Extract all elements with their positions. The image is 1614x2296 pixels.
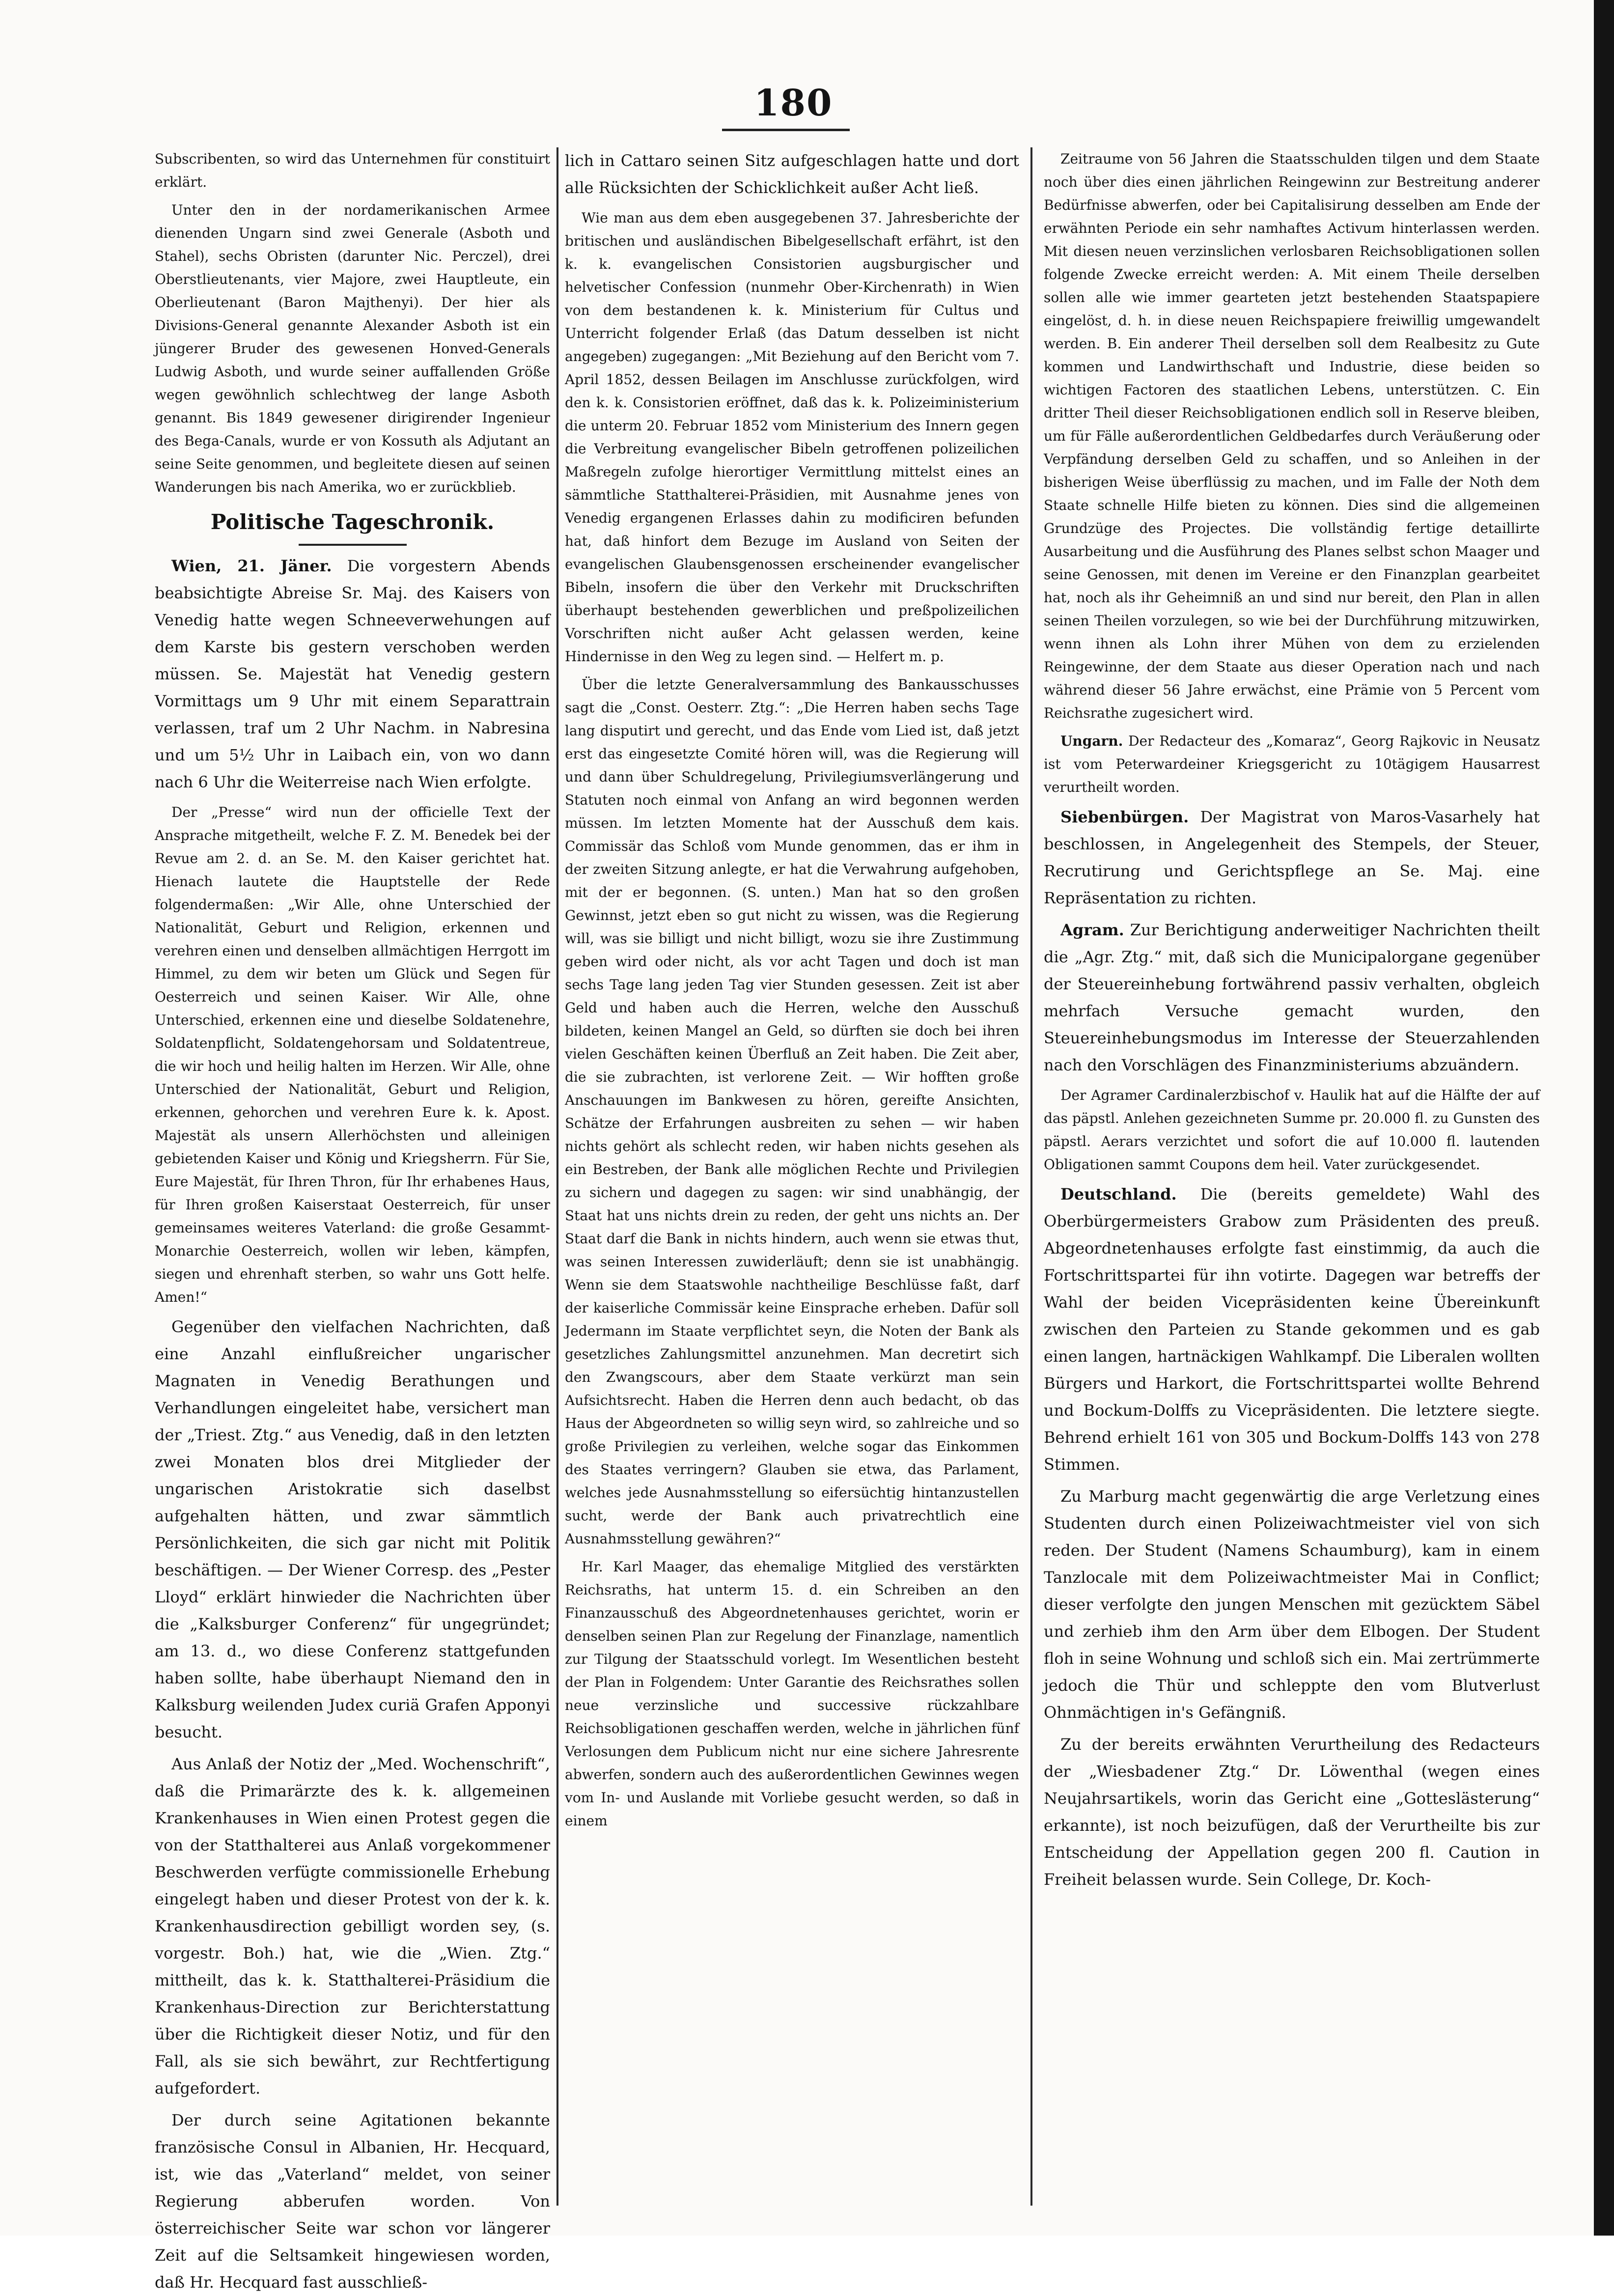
paragraph-text: Der „Presse“ wird nun der officielle Text der Ansprache mitgetheilt, welche F. Z. M. Benedek bei der Revue am 2. d. an Se. M. den Kaiser gerichtet hat. Hienach lautete die Hauptstelle der Rede folgendermaßen: „Wir Alle, ohne Unterschied der Nationalität, Geburt und Religion, erkennen und verehren einen und denselben allmächtigen Herrgott im Himmel, zu dem wir beten um Glück und Segen für Oesterreich und seinen Kaiser. Wir Alle, ohne Unterschied, erkennen eine und dieselbe Soldatenehre, Soldatenpflicht, Soldatengehorsam und Soldatentreue, die wir hoch und heilig halten im Herzen. Wir Alle, ohne Unterschied der Nationalität, Geburt und Religion, erkennen, gehorchen und verehren Eure k. k. Apost. Majestät als unsern Allerhöchsten und alleinigen gebietenden Kaiser und König und Kriegsherrn. Für Sie, Eure Majestät, für Ihren Thron, für Ihr erhabenes Haus, für Ihren großen Kaiserstaat Oesterreich, für unser gemeinsames weiteres Vaterland: die große Gesammt-Monarchie Oesterreich, wollen wir leben, kämpfen, siegen und ehrenhaft sterben, so wahr uns Gott helfe. Amen!“ [155, 804, 550, 1305]
paragraph-text: lich in Cattaro seinen Sitz aufgeschlagen hatte und dort alle Rücksichten der Schicklichkeit außer Acht ließ. [565, 151, 1019, 197]
paragraph-text: Zur Berichtigung anderweitiger Nachrichten theilt die „Agr. Ztg.“ mit, daß sich die Municipalorgane gegenüber der Steuereinhebung fortwährend passiv verhalten, obgleich mehrfach Versuche gemacht wurden, den Steuereinhebungsmodus im Interesse der Steuerzahlenden nach den Vorschlägen des Finanzministeriums abzuändern. [1044, 921, 1540, 1074]
paragraph-text: Die vorgestern Abends beabsichtigte Abreise Sr. Maj. des Kaisers von Venedig hatte wegen Schneeverwehungen auf dem Karste bis gestern verschoben werden müssen. Se. Majestät hat Venedig gestern Vormittags um 9 Uhr mit einem Separattrain verlassen, traf um 2 Uhr Nachm. in Nabresina und um 5½ Uhr in Laibach ein, von wo dann nach 6 Uhr die Weiterreise nach Wien erfolgte. [155, 557, 550, 791]
dateline: Agram. [1060, 921, 1124, 939]
paragraph-text: Der Agramer Cardinalerzbischof v. Haulik hat auf die Hälfte der auf das päpstl. Anlehen gezeichneten Summe pr. 20.000 fl. zu Gunsten des päpstl. Aerars verzichtet und sofort die auf 10.000 fl. lautenden Obligationen sammt Coupons dem heil. Vater zurückgesendet. [1044, 1087, 1540, 1173]
dateline: Deutschland. [1060, 1185, 1177, 1204]
article-paragraph [565, 1555, 1019, 1832]
header-rule [722, 129, 850, 131]
article-paragraph [155, 147, 550, 194]
paragraph-text: Aus Anlaß der Notiz der „Med. Wochenschrift“, daß die Primarärzte des k. k. allgemeinen Krankenhauses in Wien einen Protest gegen die von der Statthalterei aus Anlaß vorgekommener Beschwerden verfügte commissionelle Erhebung eingelegt haben und dieser Protest von der k. k. Krankenhausdirection gebilligt worden sey, (s. vorgestr. Boh.) hat, wie die „Wien. Ztg.“ mittheilt, das k. k. Statthalterei-Präsidium die Krankenhaus-Direction zur Berichterstattung über die Richtigkeit dieser Notiz, und für den Fall, als sie sich bewährt, zur Rechtfertigung aufgefordert. [155, 1755, 550, 2098]
paragraph-text: Zu Marburg macht gegenwärtig die arge Verletzung eines Studenten durch einen Polizeiwachtmeister viel von sich reden. Der Student (Namens Schaumburg), kam in einem Tanzlocale mit dem Polizeiwachtmeister Mai in Conflict; dieser verfolgte den jungen Menschen mit gezücktem Säbel und zerhieb ihm den Arm über dem Elbogen. Der Student floh in seine Wohnung und schloß sich ein. Mai zertrümmerte jedoch die Thür und schleppte den vom Blutverlust Ohnmächtigen in's Gefängniß. [1044, 1487, 1540, 1722]
paragraph-text: Gegenüber den vielfachen Nachrichten, daß eine Anzahl einflußreicher ungarischer Magnaten in Venedig Berathungen und Verhandlungen eingeleitet habe, versichert man der „Triest. Ztg.“ aus Venedig, daß in den letzten zwei Monaten blos drei Mitglieder der ungarischen Aristokratie sich daselbst aufgehalten hätten, und zwar sämmtlich Persönlichkeiten, die sich gar nicht mit Politik beschäftigen. — Der Wiener Corresp. des „Pester Lloyd“ erklärt hinwieder die Nachrichten über die „Kalksburger Conferenz“ für ungegründet; am 13. d., wo diese Conferenz stattgefunden haben sollte, habe überhaupt Niemand den in Kalksburg weilenden Judex curiä Grafen Apponyi besucht. [155, 1317, 550, 1741]
section-rule [299, 544, 407, 546]
paragraph-text: Die (bereits gemeldete) Wahl des Oberbürgermeisters Grabow zum Präsidenten des preuß. Abgeordnetenhauses erfolgte fast einstimmig, da auch die Fortschrittspartei für ihn votirte. Dagegen war betreffs der Wahl der beiden Vicepräsidenten keine Übereinkunft zwischen den Parteien zu Stande gekommen und es gab einen langen, hartnäckigen Wahlkampf. Die Liberalen wollten Bürgers und Harkort, die Fortschrittspartei wollte Behrend und Bockum-Dolffs zu Vicepräsidenten. Die letztere siegte. Behrend erhielt 161 von 305 und Bockum-Dolffs 143 von 278 Stimmen. [1044, 1185, 1540, 1474]
paragraph-text: Subscribenten, so wird das Unternehmen für constituirt erklärt. [155, 151, 550, 190]
dateline: Siebenbürgen. [1060, 808, 1189, 826]
page-number: 180 [754, 82, 833, 124]
scan-edge-shadow [1594, 0, 1614, 2236]
paragraph-text: Unter den in der nordamerikanischen Armee dienenden Ungarn sind zwei Generale (Asboth und Stahel), sechs Obristen (darunter Nic. Perczel), drei Oberstlieutenants, vier Majore, zwei Hauptleute, ein Oberlieutenant (Baron Majthenyi). Der hier als Divisions-General genannte Alexander Asboth ist ein jüngerer Bruder des gewesenen Honved-Generals Ludwig Asboth, und wurde seiner auffallenden Größe wegen gewöhnlich schlechtweg der lange Asboth genannt. Bis 1849 gewesener dirigirender Ingenieur des Bega-Canals, wurde er von Kossuth als Adjutant an seine Seite genommen, und begleitete diesen auf seinen Wanderungen bis nach Amerika, wo er zurückblieb. [155, 202, 550, 495]
article-paragraph [155, 1751, 550, 2102]
column-1 [155, 147, 550, 2292]
news-item [1044, 917, 1540, 1079]
article-paragraph [155, 198, 550, 499]
article-paragraph [155, 801, 550, 1309]
paragraph-text: Zeitraume von 56 Jahren die Staatsschulden tilgen und dem Staate noch über dies einen jährlichen Reingewinn zur Bestreitung anderer Bedürfnisse abwerfen, oder bei Capitalisirung desselben am Ende der erwähnten Periode ein sehr namhaftes Activum hinterlassen werden. Mit diesen neuen verzinslichen verlosbaren Reichsobligationen sollen folgende Zwecke erreicht werden: A. Mit einem Theile derselben sollen alle wie immer gearteten jetzt bestehenden Staatspapiere eingelöst, d. h. in diese neuen Reichspapiere freiwillig umgewandelt werden. B. Ein anderer Theil derselben soll dem Realbesitz zu Gute kommen und Landwirthschaft und Industrie, diese beiden so wichtigen Factoren des staatlichen Lebens, unterstützen. C. Ein dritter Theil dieser Reichsobligationen endlich soll in Reserve bleiben, um für Fälle außerordentlichen Geldbedarfes durch Veräußerung oder Verpfändung derselben Geld zu schaffen, und so Anleihen in der bisherigen Weise überflüssig zu machen, und im Falle der Noth dem Staate schnelle Hilfe bieten zu können. Dies sind die allgemeinen Grundzüge des Projectes. Die vollständig fertige detaillirte Ausarbeitung und die Ausführung des Planes selbst schon Maager und seine Genossen, mit denen im Vereine er den Finanzplan gearbeitet hat, noch als ihr Geheimniß an und sind nur bereit, den Plan in allen seinen Theilen vorzulegen, so wie bei der Durchführung mitzuwirken, wenn ihnen als Lohn ihrer Mühen von dem zu erzielenden Reingewinne, der dem Staate aus dieser Operation nach und nach während dieser 56 Jahre erwächst, eine Prämie von 5 Percent vom Reichsrathe zugesichert wird. [1044, 151, 1540, 721]
article-paragraph [1044, 147, 1540, 725]
paragraph-text: Der Magistrat von Maros-Vasarhely hat beschlossen, in Angelegenheit des Stempels, der Steuer, Recrutirung und Gerichtspflege an Se. Maj. eine Repräsentation zu richten. [1044, 808, 1540, 907]
paragraph-text: Über die letzte Generalversammlung des Bankausschusses sagt die „Const. Oesterr. Ztg.“: „Die Herren haben sechs Tage lang disputirt und gerecht, und das Ende vom Lied ist, daß jetzt erst das eingesetzte Comité hören will, was die Regierung will und dann über Schuldregelung, Privilegiumsverlängerung und Statuten noch einmal von Anfang an wird begonnen werden müssen. Im letzten Momente hat der Ausschuß dem kais. Commissär das Schloß vom Munde genommen, das er ihm in der zweiten Sitzung anlegte, er hat die Verwahrung aufgehoben, mit der er begonnen. (S. unten.) Man hat so den großen Gewinnst, jetzt eben so gut nicht zu wissen, was die Regierung will, was sie billigt und nicht billigt, wozu sie ihre Zustimmung geben wird oder nicht, als vor acht Tagen und doch ist man sechs Tage lang jeden Tag vier Stunden gesessen. Zeit ist aber Geld und haben auch die Herren, welche den Ausschuß bildeten, keinen Mangel an Geld, so dürften sie doch bei ihren vielen Geschäften keinen Überfluß an Zeit haben. Die Zeit aber, die sie zubrachten, ist verlorene Zeit. — Wir hofften große Anschauungen im Bankwesen zu hören, gereifte Ansichten, Schätze der Erfahrungen ausbreiten zu sehen — wir haben nichts gehört als schlecht reden, wir haben nichts gesehen als ein Bestreben, der Bank alle möglichen Rechte und Privilegien zu sichern und dagegen zu sagen: wir sind unabhängig, der Staat hat uns nichts drein zu reden, der geht uns nichts an. Der Staat darf die Bank in nichts hindern, auch wenn sie etwas thut, was seinen Interessen zuwiderläuft; denn sie ist unabhängig. Wenn sie dem Staatswohle nachtheilige Beschlüsse faßt, darf der kaiserliche Commissär keine Einsprache erheben. Dafür soll Jedermann im Staate verpflichtet seyn, die Noten der Bank als gesetzliches Zahlungsmittel anzunehmen. Man decretirt sich den Zwangscours, aber dem Staate verkürzt man sein Aufsichtsrecht. Haben die Herren denn auch bedacht, ob das Haus der Abgeordneten so willig seyn wird, so zahlreiche und so große Privilegien zu verleihen, welche sogar das Einkommen des Staates verringern? Glauben sie etwa, das Parlament, welches jede Ausnahmsstellung so eifersüchtig hintanzustellen sucht, werde der Bank auch privatrechtlich eine Ausnahmsstellung gewähren?“ [565, 676, 1019, 1547]
news-item [1044, 804, 1540, 912]
paragraph-text: Hr. Karl Maager, das ehemalige Mitglied des verstärkten Reichsraths, hat unterm 15. d. ein Schreiben an den Finanzausschuß des Abgeordnetenhauses gerichtet, worin er denselben seinen Plan zur Regelung der Finanzlage, namentlich zur Tilgung der Staatsschuld vorlegt. Im Wesentlichen besteht der Plan in Folgendem: Unter Garantie des Reichsrathes sollen neue verzinsliche und successive rückzahlbare Reichsobligationen geschaffen werden, welche in jährlichen fünf Verlosungen dem Publicum nicht nur eine sichere Jahresrente abwerfen, sondern auch des außerordentlichen Gewinnes wegen vom In- und Auslande mit Vorliebe gesucht werden, so daß in einem [565, 1559, 1019, 1829]
dateline: Ungarn. [1060, 733, 1123, 749]
news-item [1044, 729, 1540, 799]
column-3 [1044, 147, 1540, 2213]
paragraph-text: Zu der bereits erwähnten Verurtheilung des Redacteurs der „Wiesbadener Ztg.“ Dr. Löwenthal (wegen eines Neujahrsartikels, worin das Gericht eine „Gotteslästerung“ erkannte), ist noch beizufügen, daß der Verurtheilte bis zur Entscheidung der Appellation gegen 200 fl. Caution in Freiheit belassen wurde. Sein College, Dr. Koch- [1044, 1735, 1540, 1889]
dateline: Wien, 21. Jäner. [171, 557, 332, 575]
section-heading: Politische Tageschronik. [210, 510, 495, 534]
article-paragraph [565, 206, 1019, 668]
article-paragraph [155, 2107, 550, 2296]
article-paragraph [1044, 1483, 1540, 1726]
article-paragraph [1044, 1731, 1540, 1893]
news-item [1044, 1181, 1540, 1478]
paragraph-text: Der Redacteur des „Komaraz“, Georg Rajkovic in Neusatz ist vom Peterwardeiner Kriegsgericht zu 10tägigem Hausarrest verurtheilt worden. [1044, 733, 1540, 795]
article-paragraph [565, 147, 1019, 201]
paragraph-text: Der durch seine Agitationen bekannte französische Consul in Albanien, Hr. Hecquard, ist, wie das „Vaterland“ meldet, von seiner Regierung abberufen worden. Von österreichischer Seite war schon vor längerer Zeit auf die Seltsamkeit hingewiesen worden, daß Hr. Hecquard fast ausschließ- [155, 2111, 550, 2292]
paragraph-text: Wie man aus dem eben ausgegebenen 37. Jahresberichte der britischen und ausländischen Bibelgesellschaft erfährt, ist den k. k. evangelischen Consistorien augsburgischer und helvetischer Confession (nunmehr Ober-Kirchenrath) in Wien von dem bestandenen k. k. Ministerium für Cultus und Unterricht folgender Erlaß (das Datum desselben ist nicht angegeben) zugegangen: „Mit Beziehung auf den Bericht vom 7. April 1852, dessen Beilagen im Anschlusse zurückfolgen, wird den k. k. Consistorien eröffnet, daß das k. k. Polizeiministerium die unterm 20. Februar 1852 vom Ministerium des Innern gegen die Verbreitung evangelischer Bibeln getroffenen polizeilichen Maßregeln zufolge hierortiger Vermittlung mittelst eines an sämmtliche Statthalterei-Präsidien, mit Ausnahme jenes von Venedig ergangenen Erlasses dahin zu modificiren befunden hat, daß hinfort dem Bezuge im Ausland von Seiten der evangelischen Glaubensgenossen erscheinender evangelischer Bibeln, insofern die über den Verkehr mit Druckschriften überhaupt bestehenden gewerblichen und preßpolizeilichen Vorschriften nicht außer Acht gelassen werden, keine Hindernisse in den Weg zu legen sind. — Helfert m. p. [565, 210, 1019, 665]
news-item [155, 553, 550, 796]
article-paragraph [565, 673, 1019, 1550]
column-divider [1030, 147, 1032, 2206]
article-paragraph [1044, 1084, 1540, 1176]
column-2 [565, 147, 1019, 2213]
article-paragraph [155, 1314, 550, 1746]
column-divider [557, 147, 558, 2206]
